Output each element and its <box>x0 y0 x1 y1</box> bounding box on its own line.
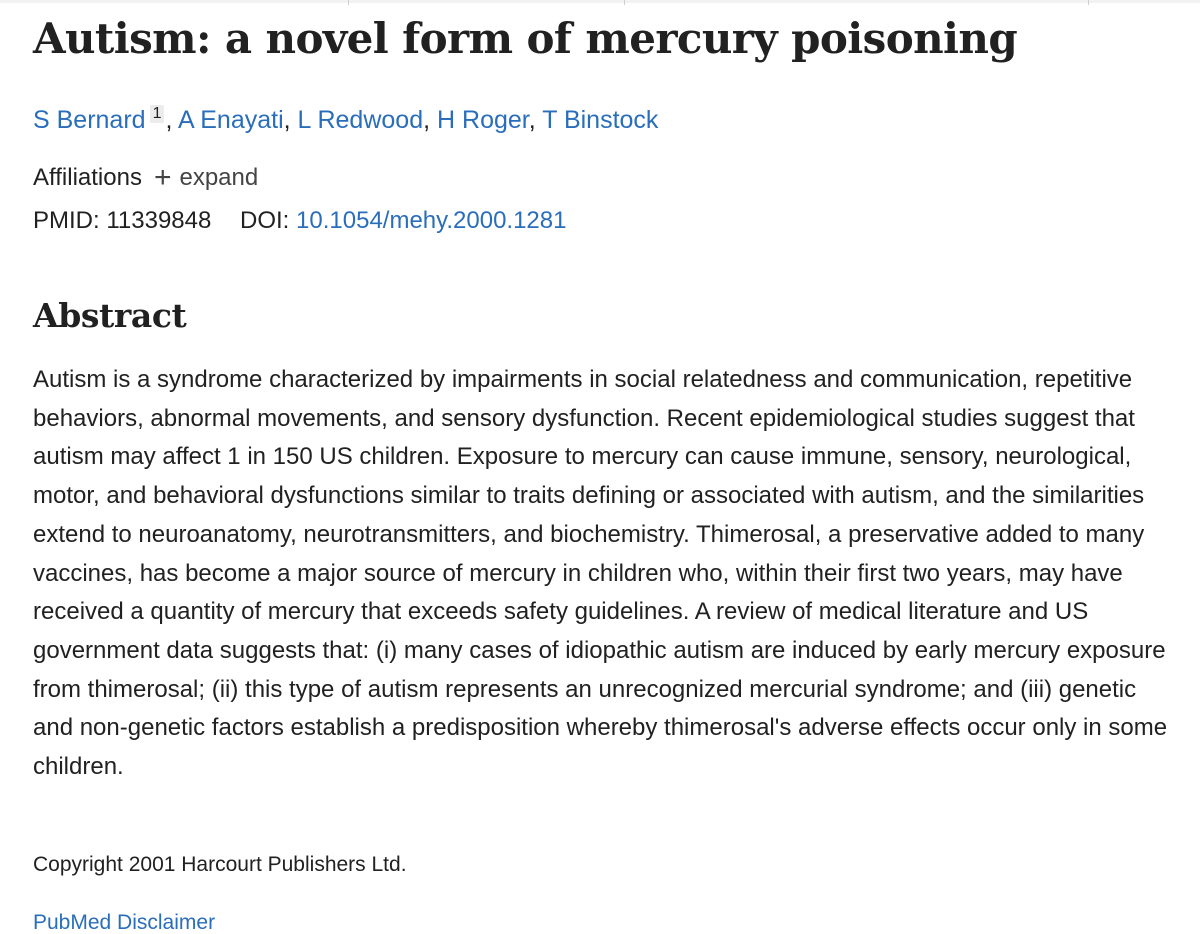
author-separator: , <box>528 106 536 134</box>
pmid-label: PMID: <box>33 207 100 234</box>
author-link[interactable]: H Roger <box>437 106 529 134</box>
pmid-value: 11339848 <box>106 207 212 234</box>
plus-icon: + <box>153 161 172 194</box>
identifiers-row <box>33 206 566 236</box>
affiliations-row <box>33 163 258 193</box>
author-link[interactable]: S Bernard <box>33 106 146 134</box>
author-link[interactable]: A Enayati <box>178 106 284 134</box>
expand-affiliations-button[interactable] <box>153 161 259 194</box>
doi-link[interactable]: 10.1054/mehy.2000.1281 <box>296 207 567 234</box>
affiliations-label: Affiliations <box>33 164 142 191</box>
doi-label: DOI: <box>240 207 290 234</box>
author-list <box>33 104 658 136</box>
top-border <box>0 0 1200 3</box>
tab-divider <box>624 0 625 5</box>
author-link[interactable]: L Redwood <box>297 106 424 134</box>
abstract-body: Autism is a syndrome characterized by impairments in social relatedness and communication, repetitive behaviors, abnormal movements, and sensory dysfunction. Recent epidemiological studies suggest that autism may affect 1 in 150 US children. Exposure to mercury can cause immune, sensory, neurological, motor, and behavioral dysfunctions similar to traits defining or associated with autism, and the similarities extend to neuroanatomy, neurotransmitters, and biochemistry. Thimerosal, a preservative added to many vaccines, has become a major source of mercury in children who, within their first two years, may have received a quantity of mercury that exceeds safety guidelines. A review of medical literature and US government data suggests that: (i) many cases of idiopathic autism are induced by early mercury exposure from thimerosal; (ii) this type of autism represents an unrecognized mercurial syndrome; and (iii) genetic and non-genetic factors establish a predisposition whereby thimerosal's adverse effects occur only in some children. <box>33 366 1168 781</box>
author-separator: , <box>165 106 173 134</box>
expand-label: expand <box>179 164 259 191</box>
author-separator: , <box>283 106 291 134</box>
abstract-heading: Abstract <box>33 296 187 335</box>
affiliation-ref-badge[interactable]: 1 <box>150 105 165 123</box>
tab-divider <box>1088 0 1089 5</box>
copyright-notice: Copyright 2001 Harcourt Publishers Ltd. <box>33 853 407 876</box>
tab-divider <box>348 0 349 5</box>
author-link[interactable]: T Binstock <box>542 106 659 134</box>
article-title: Autism: a novel form of mercury poisoning <box>33 14 1018 63</box>
author-separator: , <box>423 106 431 134</box>
pubmed-disclaimer-link[interactable]: PubMed Disclaimer <box>33 911 216 934</box>
